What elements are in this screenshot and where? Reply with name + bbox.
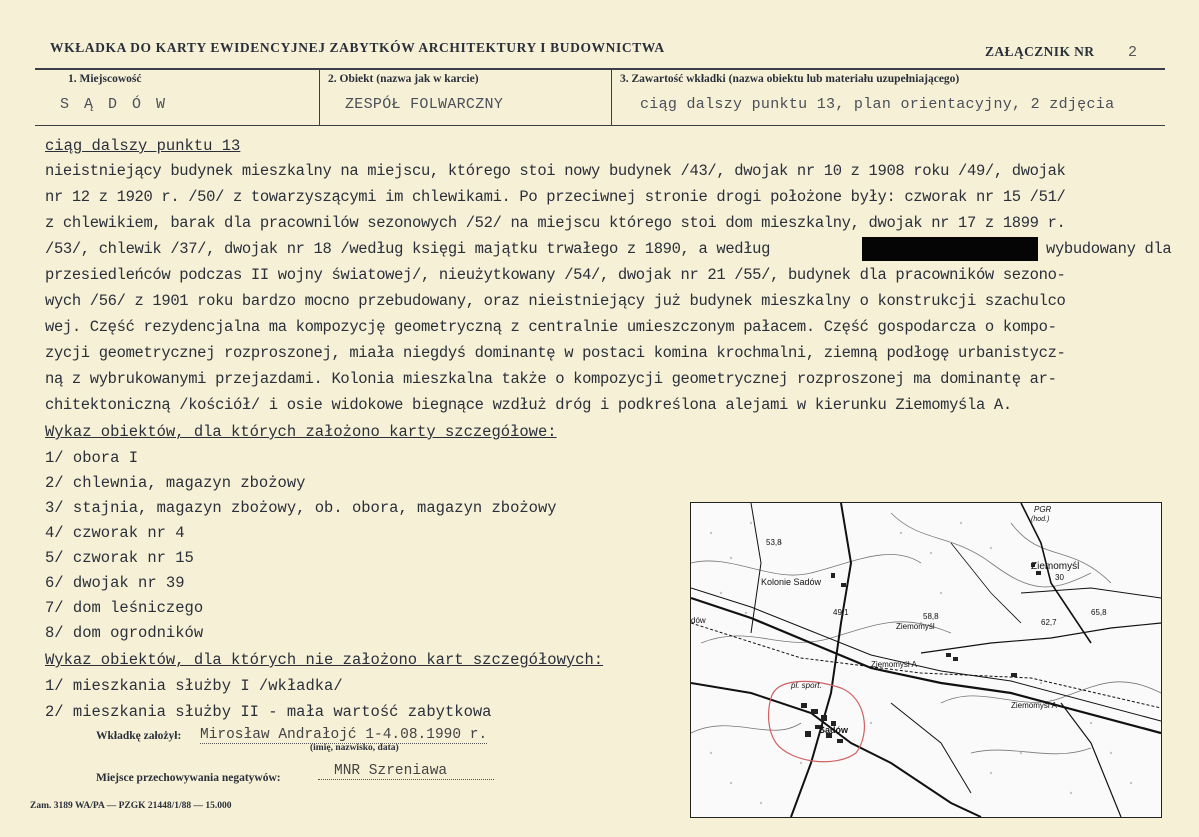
map-label-h491: 49,1 bbox=[833, 608, 849, 617]
text-line-tail: wybudowany dla bbox=[1046, 240, 1172, 258]
top-rule bbox=[35, 68, 1165, 70]
map-label-ziemomysl-a: Ziemomyśl A bbox=[871, 660, 917, 669]
created-by-label: Wkładkę założył: bbox=[96, 730, 182, 742]
created-by-value: Mirosław Andrałojć 1-4.08.1990 r. bbox=[200, 727, 488, 743]
list-item: 1/ mieszkania służby I /wkładka/ bbox=[45, 677, 343, 695]
list-item: 6/ dwojak nr 39 bbox=[45, 574, 185, 592]
text-line: nr 12 z 1920 r. /50/ z towarzyszącymi im chlewikami. Po przeciwnej stronie drogi położone były: czworak nr 15 /51/ bbox=[45, 188, 1066, 206]
attachment-label: ZAŁĄCZNIK NR bbox=[985, 44, 1095, 59]
cards-not-created-heading: Wykaz obiektów, dla których nie założono kart szczegółowych: bbox=[45, 651, 604, 669]
map-label-30: 30 bbox=[1055, 573, 1064, 582]
list-item: 3/ stajnia, magazyn zbożowy, ob. obora, magazyn zbożowy bbox=[45, 499, 557, 517]
map-label-pl-sport: pl. sport. bbox=[791, 681, 822, 690]
map-label-sadow: Sadów bbox=[819, 725, 849, 735]
cards-created-heading: Wykaz obiektów, dla których założono karty szczegółowe: bbox=[45, 423, 557, 441]
map-label-ziemomysl: Ziemomyśl bbox=[1031, 561, 1080, 572]
text-line: wych /56/ z 1901 roku bardzo mocno przebudowany, oraz nieistniejący już budynek mieszkalny o konstrukcji szachulco bbox=[45, 292, 1066, 310]
list-item: 2/ chlewnia, magazyn zbożowy bbox=[45, 474, 306, 492]
print-footer: Zam. 3189 WA/PA — PZGK 21448/1/88 — 15.000 bbox=[30, 801, 232, 811]
map-label-ziemomysl-mid: Ziemomyśl bbox=[896, 622, 935, 631]
list-item: 8/ dom ogrodników bbox=[45, 624, 204, 642]
object-label: 2. Obiekt (nazwa jak w karcie) bbox=[328, 73, 479, 85]
negatives-label: Miejsce przechowywania negatywów: bbox=[96, 772, 281, 784]
object-value: ZESPÓŁ FOLWARCZNY bbox=[345, 96, 504, 113]
content-value: ciąg dalszy punktu 13, plan orientacyjny, 2 zdjęcia bbox=[640, 96, 1115, 113]
text-line: z chlewikiem, barak dla pracownilów sezonowych /52/ na miejscu którego stoi dom mieszkalny, dwojak nr 17 z 1899 r. bbox=[45, 214, 1066, 232]
locality-value: S Ą D Ó W bbox=[60, 96, 169, 113]
text-line: zycji geometrycznej rozproszonej, miała niegdyś dominantę w postaci komina krochmalni, ziemną podłogę urbanistycz- bbox=[45, 344, 1066, 362]
text-line: nieistniejący budynek mieszkalny na miejscu, którego stoi nowy budynek /43/, dwojak nr 10 z 1908 roku /49/, dwojak bbox=[45, 162, 1066, 180]
map-label-h658: 65,8 bbox=[1091, 608, 1107, 617]
map-label-pgr: PGR bbox=[1034, 505, 1052, 514]
bottom-rule bbox=[35, 125, 1165, 126]
attachment-number: 2 bbox=[1128, 44, 1138, 61]
column-divider-1 bbox=[319, 68, 320, 126]
list-item: 1/ obora I bbox=[45, 449, 139, 467]
created-by-hint: (imię, nazwisko, data) bbox=[310, 743, 399, 753]
negatives-value: MNR Szreniawa bbox=[318, 763, 494, 780]
map-label-h588: 58,8 bbox=[923, 612, 939, 621]
orientation-map bbox=[690, 502, 1162, 818]
list-item: 2/ mieszkania służby II - mała wartość zabytkowa bbox=[45, 703, 492, 721]
text-line: przesiedleńców podczas II wojny światowej/, nieużytkowany /54/, dwojak nr 21 /55/, budynek dla pracowników sezono- bbox=[45, 266, 1066, 284]
map-label-kolonie: Kolonie Sadów bbox=[761, 577, 822, 587]
map-label-ziemomysl-a2: Ziemomyśl A bbox=[1011, 701, 1057, 710]
content-label: 3. Zawartość wkładki (nazwa obiektu lub materiału uzupełniającego) bbox=[620, 73, 960, 85]
column-divider-2 bbox=[611, 68, 612, 126]
redaction-bar bbox=[862, 237, 1038, 261]
list-item: 5/ czworak nr 15 bbox=[45, 549, 194, 567]
text-line: ną z wybrukowanymi przejazdami. Kolonia mieszkalna także o kompozycji geometrycznej rozproszonej ma dominantę ar- bbox=[45, 370, 1057, 388]
list-item: 4/ czworak nr 4 bbox=[45, 524, 185, 542]
map-label-h538: 53,8 bbox=[766, 538, 782, 547]
text-line: /53/, chlewik /37/, dwojak nr 18 /według księgi majątku trwałego z 1890, a według bbox=[45, 240, 771, 258]
text-line: wej. Część rezydencjalna ma kompozycję geometryczną z centralnie umieszczonym pałacem. Część gospodarcza o kompo- bbox=[45, 318, 1057, 336]
list-item: 7/ dom leśniczego bbox=[45, 599, 204, 617]
form-title: WKŁADKA DO KARTY EWIDENCYJNEJ ZABYTKÓW ARCHITEKTURY I BUDOWNICTWA bbox=[50, 40, 665, 55]
map-label-sadow-edge: dów bbox=[691, 616, 706, 625]
map-label-hod: (hod.) bbox=[1031, 516, 1050, 523]
map-label-h637: 62,7 bbox=[1041, 618, 1057, 627]
locality-label: 1. Miejscowość bbox=[68, 73, 142, 85]
continuation-heading: ciąg dalszy punktu 13 bbox=[45, 137, 241, 155]
text-line: chitektoniczną /kościół/ i osie widokowe biegnące wzdłuż dróg i podkreślona alejami w kierunku Ziemomyśla A. bbox=[45, 396, 1012, 414]
